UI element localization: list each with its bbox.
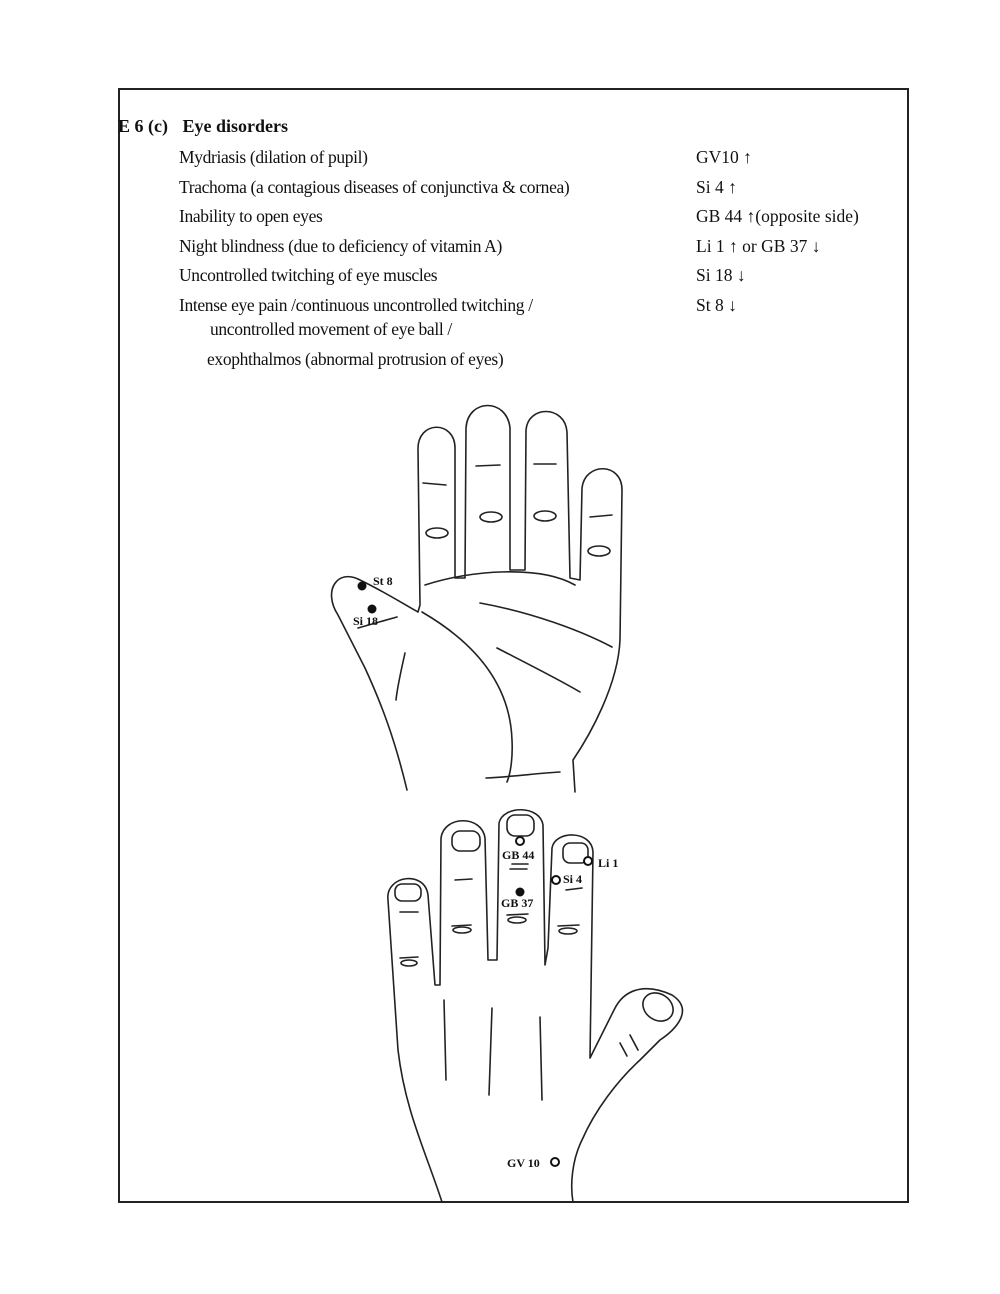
back-hand-outline bbox=[388, 810, 683, 1202]
section-title: Eye disorders bbox=[182, 116, 288, 136]
point-text: Si 4 ↑ bbox=[696, 176, 737, 197]
li1-point bbox=[584, 857, 592, 865]
point-text: Si 18 ↓ bbox=[696, 265, 746, 285]
li1-label: Li 1 bbox=[598, 856, 619, 870]
condition-continuation: exophthalmos (abnormal protrusion of eyes) bbox=[207, 349, 504, 369]
gb44-point bbox=[516, 837, 524, 845]
si4-label: Si 4 bbox=[563, 872, 583, 886]
point-text: Li 1 ↑ or GB 37 ↓ bbox=[696, 235, 821, 256]
point-text: GV10 ↑ bbox=[696, 147, 752, 167]
condition-text: Intense eye pain /continuous uncontrolled twitching / bbox=[179, 294, 533, 315]
condition-text: Trachoma (a contagious diseases of conjunctiva & cornea) bbox=[179, 176, 570, 197]
condition-continuation: uncontrolled movement of eye ball / bbox=[210, 319, 452, 339]
condition-text: Mydriasis (dilation of pupil) bbox=[179, 147, 368, 167]
section-code: E 6 (c) bbox=[118, 116, 168, 136]
condition-text: Uncontrolled twitching of eye muscles bbox=[179, 265, 438, 285]
condition-text: Night blindness (due to deficiency of vitamin A) bbox=[179, 235, 502, 256]
gb37-label: GB 37 bbox=[501, 896, 534, 910]
si18-point bbox=[368, 605, 377, 614]
back-hand-diagram bbox=[388, 810, 683, 1202]
gv10-label: GV 10 bbox=[507, 1156, 540, 1170]
st8-point bbox=[358, 582, 367, 591]
point-text: GB 44 ↑(opposite side) bbox=[696, 206, 859, 226]
st8-label: St 8 bbox=[373, 574, 393, 588]
palm-diagram bbox=[332, 406, 622, 793]
si4-point bbox=[552, 876, 560, 884]
si18-label: Si 18 bbox=[353, 614, 379, 628]
palm-outline bbox=[332, 406, 622, 793]
gb44-label: GB 44 bbox=[502, 848, 535, 862]
condition-text: Inability to open eyes bbox=[179, 206, 323, 226]
point-text: St 8 ↓ bbox=[696, 294, 737, 315]
gv10-point bbox=[551, 1158, 559, 1166]
